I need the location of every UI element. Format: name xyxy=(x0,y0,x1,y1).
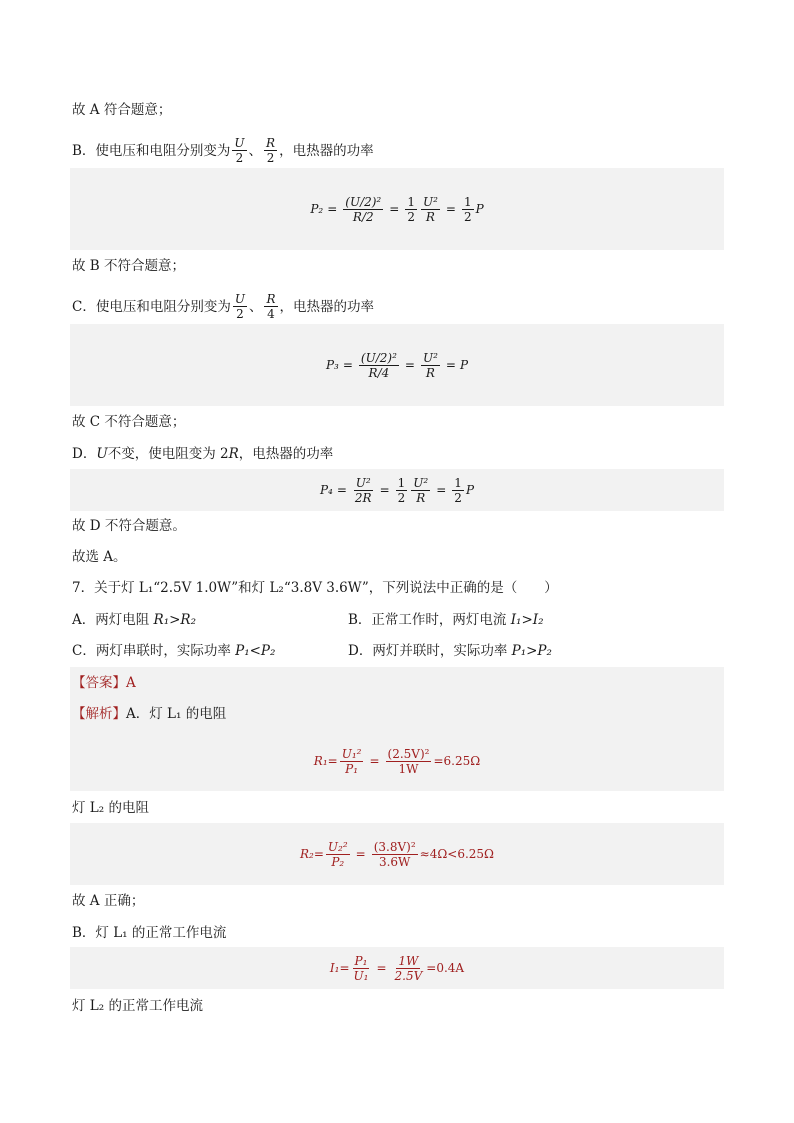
question-7: 7．关于灯 L₁“2.5V 1.0W”和灯 L₂“3.8V 3.6W”，下列说法中正确的是（ ） xyxy=(72,580,558,596)
text-line: 灯 L₂ 的正常工作电流 xyxy=(72,998,203,1014)
option-b: B．正常工作时，两灯电流 I₁>I₂ xyxy=(348,612,544,628)
text-line: 故 A 正确； xyxy=(72,893,145,909)
text-line: 故选 A。 xyxy=(72,549,127,565)
answer-line: 【答案】A xyxy=(72,675,136,691)
option-a: A．两灯电阻 R₁>R₂ xyxy=(72,612,197,628)
formula-box-p2: P₂ = $\frac{\text{(U/2)²}}{R/2}$ = $\frac{1}{2}$ $\frac{\text{U²}}{R}$ = $\frac{1}{2}$ P xyxy=(70,168,724,250)
formula-box-p3: P₃ = $\frac{\text{(U/2)²}}{R/4}$ = $\frac{\text{U²}}{R}$ = P xyxy=(70,324,724,406)
option-d-line: D．U不变，使电阻变为 2R，电热器的功率 xyxy=(72,446,334,462)
fraction-u-over-2: $\frac{U}{2}$ xyxy=(234,136,245,165)
text-line: 故 A 符合题意； xyxy=(72,102,172,118)
text-line: 故 D 不符合题意。 xyxy=(72,518,186,534)
analysis-line: 【解析】A．灯 L₁ 的电阻 xyxy=(72,706,227,722)
formula-box-i1: I₁ = $\frac{\text{P₁}}{\text{U₁}}$ = $\frac{1W}{2.5V}$ =0.4A xyxy=(70,947,724,989)
option-d: D．两灯并联时，实际功率 P₁>P₂ xyxy=(348,643,552,659)
text-line: 故 C 不符合题意； xyxy=(72,414,186,430)
text-line: 故 B 不符合题意； xyxy=(72,258,186,274)
fraction-r-over-4: $\frac{R}{4}$ xyxy=(266,292,276,321)
fraction-u-over-2: $\frac{U}{2}$ xyxy=(234,292,245,321)
formula-r1: R₁ = $\frac{\text{U₁²}}{\text{P₁}}$ = $\frac{\text{(2.5V)²}}{1W}$ =6.25Ω xyxy=(313,746,481,776)
text-line: 灯 L₂ 的电阻 xyxy=(72,800,149,816)
formula-box-r2: R₂ = $\frac{\text{U₂²}}{\text{P₂}}$ = $\frac{\text{(3.8V)²}}{3.6W}$ ≈4Ω<6.25Ω xyxy=(70,823,724,885)
option-c-line: C．使电压和电阻分别变为 $\frac{U}{2}$ 、 $\frac{R}{4}$ ，电热器的功率 xyxy=(72,292,375,321)
option-c: C．两灯串联时，实际功率 P₁<P₂ xyxy=(72,643,276,659)
option-b-line: B．使电压和电阻分别变为 $\frac{U}{2}$ 、 $\frac{R}{2}$ ，电热器的功率 xyxy=(72,136,374,165)
fraction-r-over-2: $\frac{R}{2}$ xyxy=(266,136,276,165)
text-line: B．灯 L₁ 的正常工作电流 xyxy=(72,925,227,941)
formula-box-p4: P₄ = $\frac{\text{U²}}{2R}$ = $\frac{1}{2}$ $\frac{\text{U²}}{R}$ = $\frac{1}{2}$ P xyxy=(70,469,724,511)
